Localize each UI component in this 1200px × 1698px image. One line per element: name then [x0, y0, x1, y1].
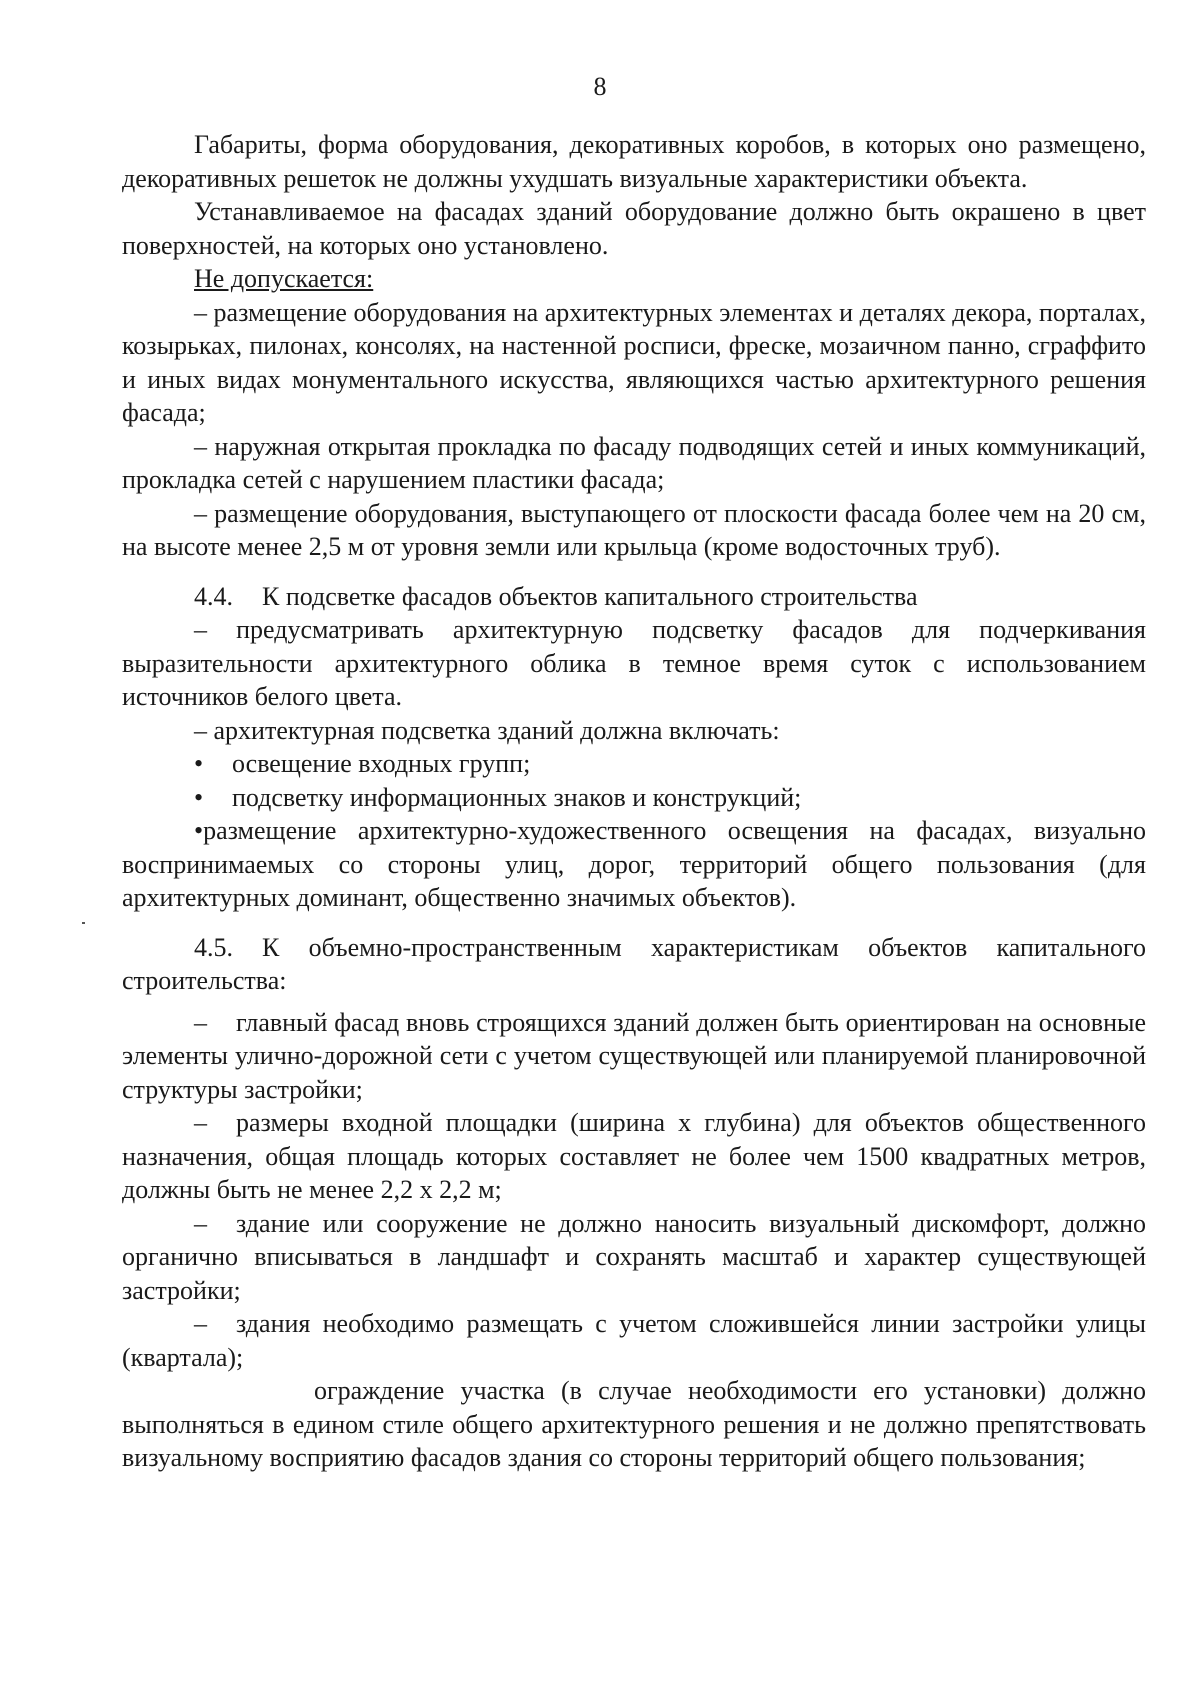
not-allowed-heading — [122, 262, 1146, 296]
bullet-item — [122, 781, 1146, 815]
dash-marker: – — [194, 1007, 207, 1037]
section-4-5-heading — [122, 931, 1146, 998]
scan-speck — [82, 922, 85, 924]
bullet-icon: • — [194, 782, 204, 812]
section-number: 4.5. — [194, 932, 233, 962]
not-allowed-item: – размещение оборудования, выступающего от плоскости фасада более чем на 20 см, на высоте менее 2,5 м от уровня земли или крыльца (кроме водосточных труб). — [122, 498, 1146, 561]
bullet-text: размещение архитектурно-художественного освещения на фасадах, визуально воспринимаемых со стороны улиц, дорог, территорий общего пользования (для архитектурных доминант, общественно значимых объектов). — [122, 816, 1146, 912]
dash-marker: – — [194, 1309, 207, 1338]
section-4-5-item — [122, 1106, 1146, 1207]
section-4-4-paragraph: – предусматривать архитектурную подсветку фасадов для подчеркивания выразительности архитектурного облика в темное время суток с использованием источников белого цвета. — [122, 615, 1146, 711]
item-text: размеры входной площадки (ширина х глубина) для объектов общественного назначения, общая площадь которых составляет не более чем 1500 квадратных метров, должны быть не менее 2,2 х 2,2 м; — [122, 1108, 1146, 1204]
bullet-text: подсветку информационных знаков и конструкций; — [232, 782, 802, 812]
bullet-item — [122, 814, 1146, 915]
section-4-5-item — [122, 1207, 1146, 1308]
bullet-item — [122, 747, 1146, 781]
section-title: К подсветке фасадов объектов капитального строительства — [262, 581, 918, 611]
not-allowed-item: – наружная открытая прокладка по фасаду подводящих сетей и иных коммуникаций, прокладка сетей с нарушением пластики фасада; — [122, 431, 1146, 494]
section-number: 4.4. — [194, 581, 233, 611]
document-body — [122, 128, 1146, 1475]
bullet-icon: • — [194, 816, 204, 845]
section-4-5-item — [122, 1006, 1146, 1107]
section-title: К объемно-пространственным характеристикам объектов капитального строительства: — [122, 932, 1146, 995]
item-text: здания необходимо размещать с учетом сложившейся линии застройки улицы (квартала); — [122, 1309, 1146, 1372]
item-text: здание или сооружение не должно наносить визуальный дискомфорт, должно органично вписываться в ландшафт и сохранять масштаб и характер существующей застройки; — [122, 1208, 1146, 1305]
paragraph-painting: Устанавливаемое на фасадах зданий оборудование должно быть окрашено в цвет поверхностей, на которых оно установлено. — [122, 197, 1146, 260]
paragraph-dimensions: Габариты, форма оборудования, декоративных коробов, в которых оно размещено, декоративных решеток не должны ухудшать визуальные характеристики объекта. — [122, 130, 1146, 193]
item-text: главный фасад вновь строящихся зданий должен быть ориентирован на основные элементы улично-дорожной сети с учетом существующей или планируемой планировочной структуры застройки; — [122, 1007, 1146, 1104]
section-4-4-paragraph: – архитектурная подсветка зданий должна включать: — [194, 715, 780, 745]
bullet-text: освещение входных групп; — [232, 749, 531, 778]
section-4-4-heading — [122, 580, 1146, 614]
section-4-5-item — [122, 1374, 1146, 1475]
bullet-icon: • — [194, 749, 204, 778]
dash-marker: – — [194, 1208, 207, 1238]
not-allowed-label: Не допускается: — [194, 264, 374, 293]
section-4-5-item — [122, 1307, 1146, 1374]
dash-marker: – — [194, 1108, 207, 1137]
not-allowed-item: – размещение оборудования на архитектурных элементах и деталях декора, порталах, козырьках, пилонах, консолях, на настенной росписи, фреске, мозаичном панно, сграффито и иных видах монументального искусства, являющихся частью архитектурного решения фасада; — [122, 297, 1146, 427]
page-number: 8 — [593, 72, 607, 101]
item-text: ограждение участка (в случае необходимости его установки) должно выполняться в едином стиле общего архитектурного решения и не должно препятствовать визуальному восприятию фасадов здания со стороны территорий общего пользования; — [122, 1376, 1146, 1472]
